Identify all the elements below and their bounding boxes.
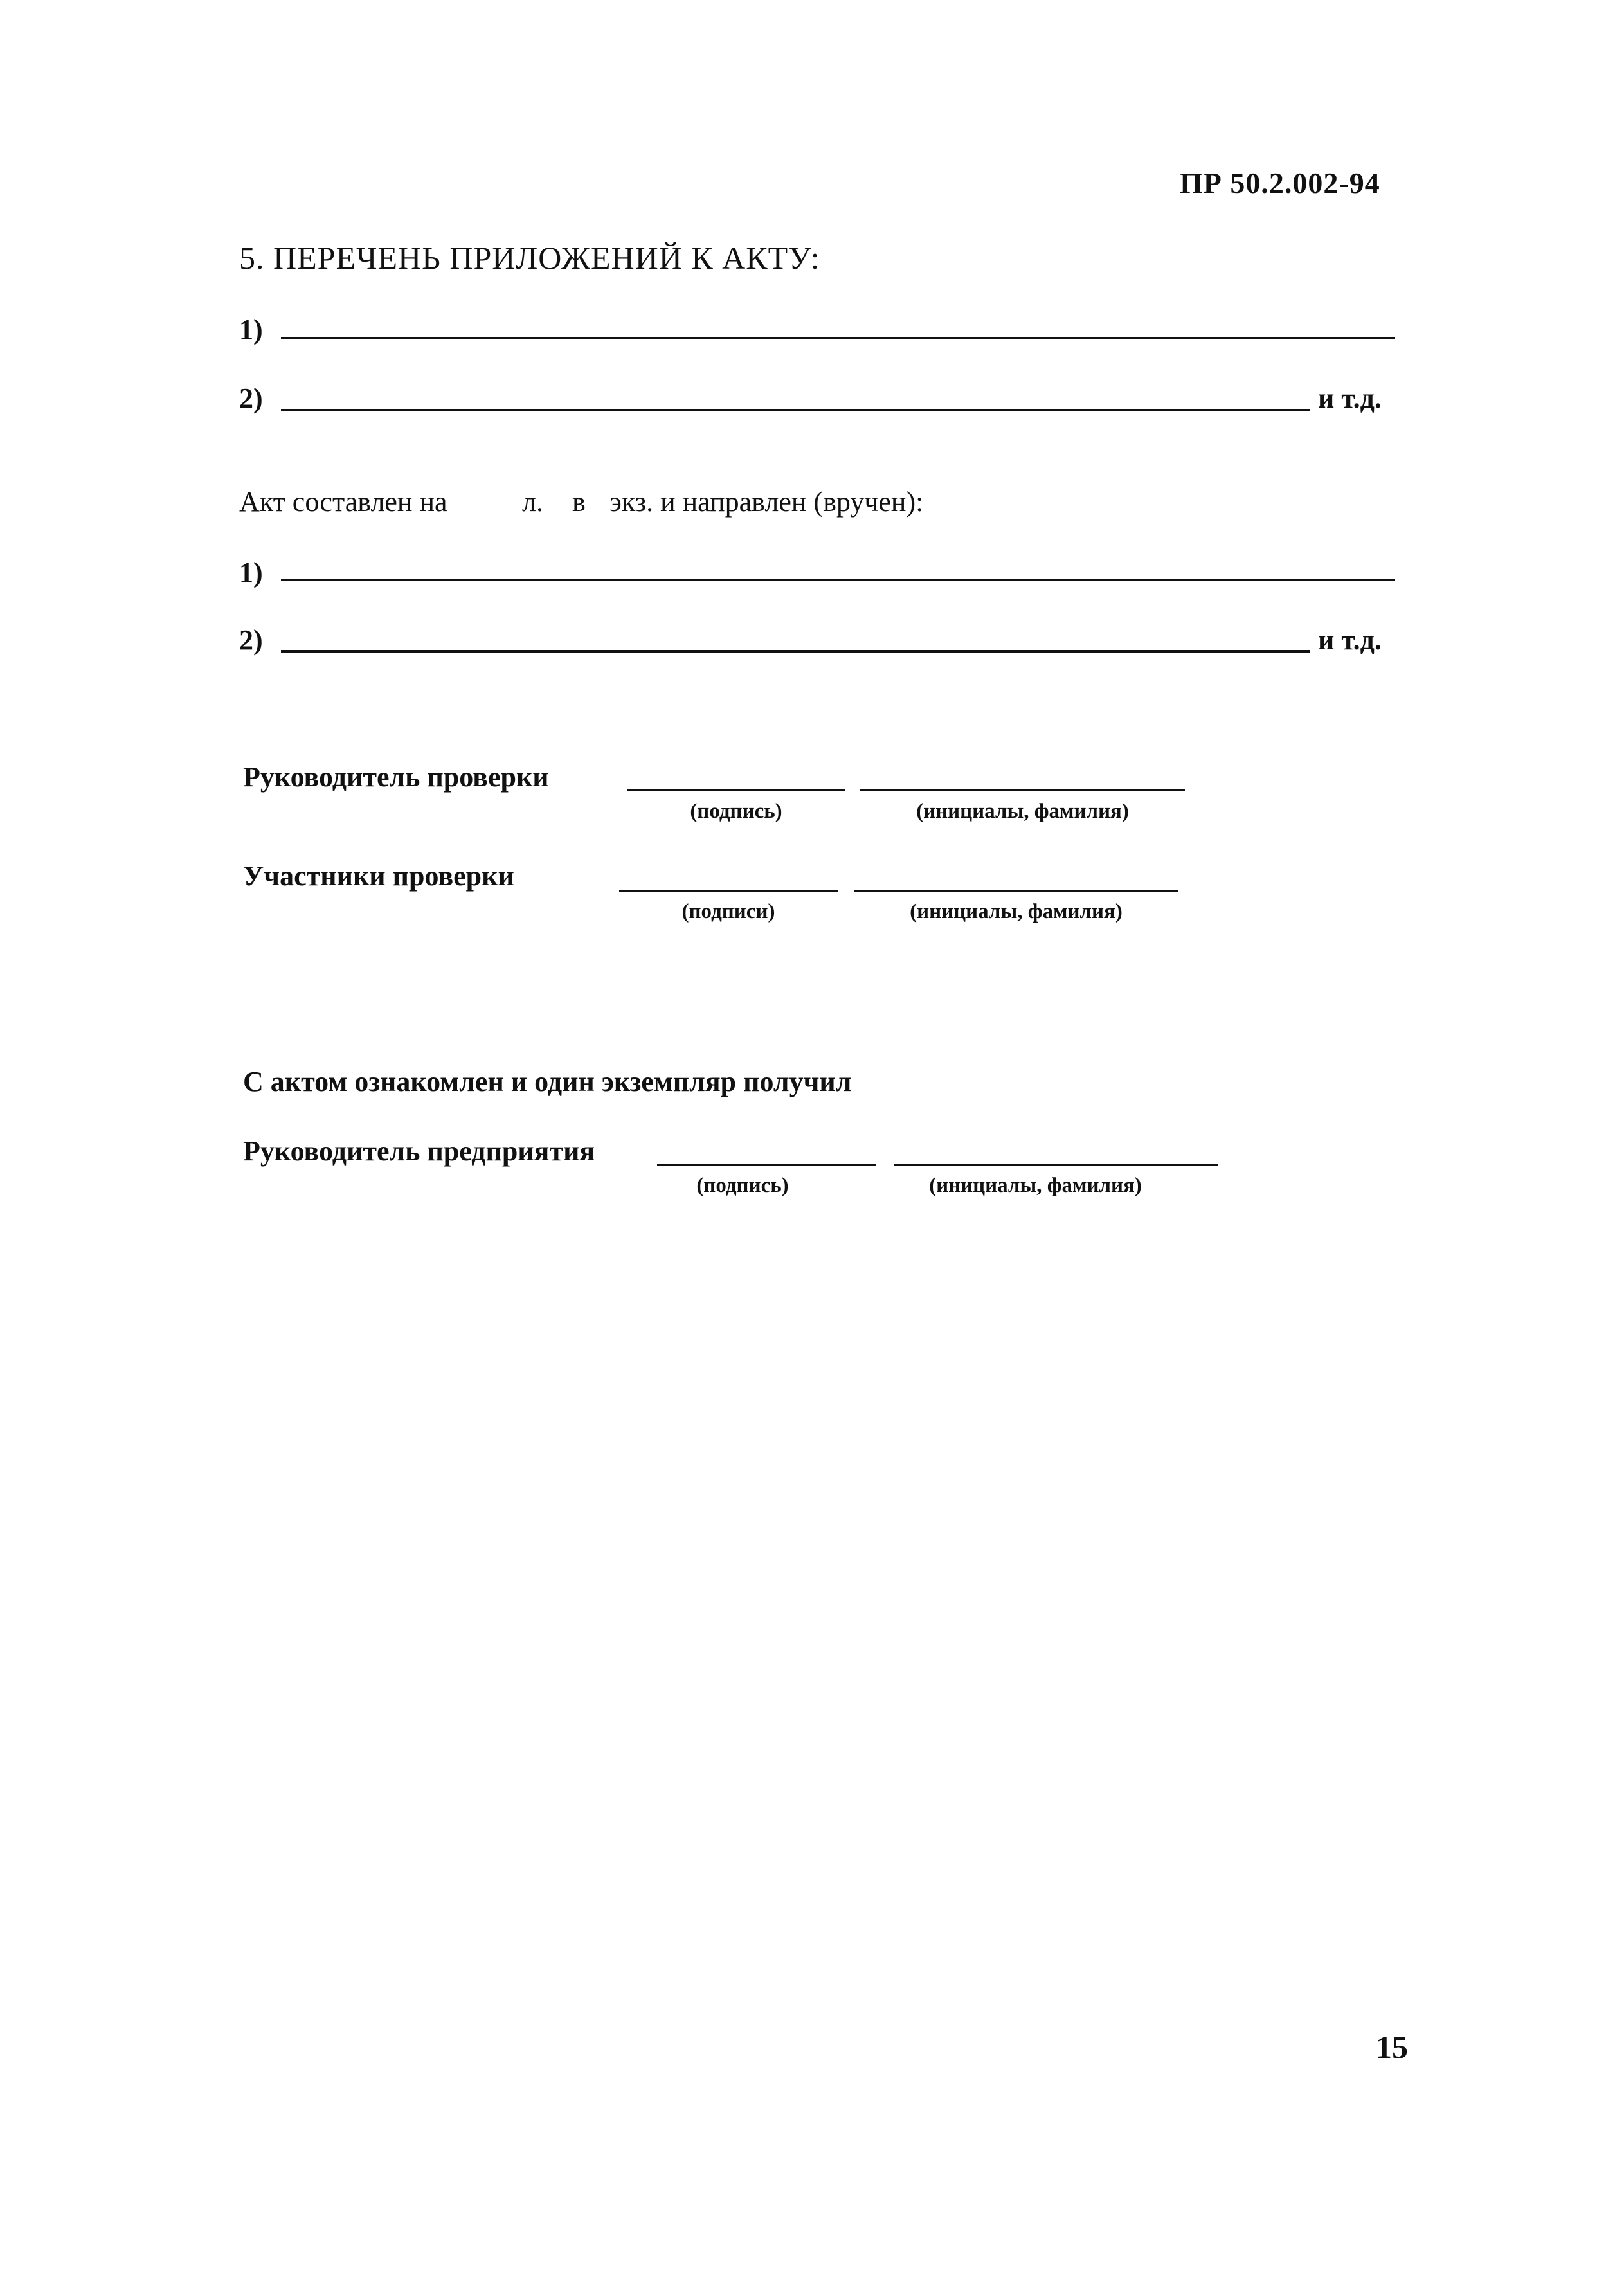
manager-name-line [894, 1164, 1218, 1166]
enterprise-manager-label: Руководитель предприятия [243, 1135, 595, 1167]
recipient-item-2-suffix: и т.д. [1318, 624, 1382, 656]
page-number: 15 [1376, 2029, 1408, 2065]
recipient-item-1-label: 1) [239, 557, 263, 588]
participants-label: Участники проверки [243, 860, 514, 892]
manager-name-caption: (инициалы, фамилия) [929, 1174, 1142, 1197]
head-signature-line [627, 789, 845, 791]
head-of-inspection-label: Руководитель проверки [243, 761, 549, 793]
head-name-line [860, 789, 1185, 791]
appendix-item-2-line [281, 409, 1310, 411]
recipient-item-2-label: 2) [239, 624, 263, 656]
document-code: ПР 50.2.002-94 [1180, 167, 1380, 199]
head-signature-caption: (подпись) [690, 800, 782, 823]
participants-signature-line [619, 890, 838, 892]
manager-signature-caption: (подпись) [696, 1174, 789, 1197]
distribution-text-part3: в [572, 486, 586, 518]
participants-name-line [854, 890, 1178, 892]
appendices-title: 5. ПЕРЕЧЕНЬ ПРИЛОЖЕНИЙ К АКТУ: [239, 240, 820, 276]
head-name-caption: (инициалы, фамилия) [916, 800, 1129, 823]
distribution-text-part2: л. [522, 486, 543, 518]
appendix-item-1-line [281, 337, 1395, 339]
participants-name-caption: (инициалы, фамилия) [910, 900, 1123, 923]
manager-signature-line [657, 1164, 876, 1166]
acknowledgement-text: С актом ознакомлен и один экземпляр получил [243, 1066, 852, 1097]
recipient-item-2-line [281, 650, 1310, 653]
appendix-item-2-suffix: и т.д. [1318, 383, 1382, 414]
recipient-item-1-line [281, 579, 1395, 581]
distribution-text-part4: экз. и направлен (вручен): [609, 486, 924, 518]
distribution-text-part1: Акт составлен на [239, 486, 447, 518]
appendix-item-2-label: 2) [239, 383, 263, 414]
appendix-item-1-label: 1) [239, 314, 263, 345]
participants-signature-caption: (подписи) [681, 900, 775, 923]
